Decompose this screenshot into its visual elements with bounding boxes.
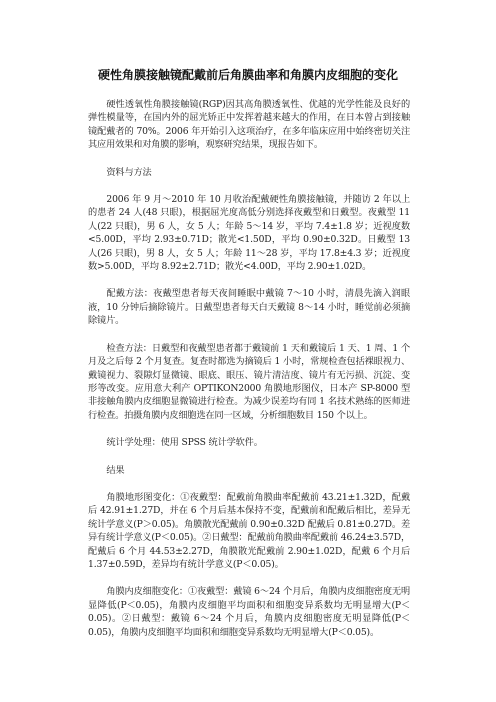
section-heading-results: 结果 xyxy=(106,464,125,476)
statistics-paragraph: 统计学处理：使用 SPSS 统计学软件。 xyxy=(106,437,263,449)
document-body xyxy=(88,98,410,653)
intro-paragraph: 硬性透氧性角膜接触镜(RGP)因其高角膜透氧性、优越的光学性能及良好的弹性模量等，在国内外的屈光矫正中发挥着越来越大的作用，在日本曾占到接触镜配戴者的 70%。2006 年开始引入这项治疗，在多年临床应用中始终密切关注其应用效果和对角膜的影响，观察研究结果，现报告如下。 xyxy=(88,99,410,151)
document-title: 硬性角膜接触镜配戴前后角膜曲率和角膜内皮细胞的变化 xyxy=(97,68,398,82)
topography-results-paragraph: 角膜地形图变化：①夜戴型：配戴前角膜曲率配戴前 43.21±1.32D，配戴后 42.91±1.27D，并在 6 个月后基本保持不变，配戴前和配戴后相比，差异无统计学意义(P＞0.05)。角膜散光配戴前 0.90±0.32D 配戴后 0.81±0.27D。差异有统计学意义(P＜0.05)。②日戴型：配戴前角膜曲率配戴前 46.24±3.57D，配戴后 6 个月 44.53±2.27D，角膜散光配戴前 2.90±1.02D，配戴 6 个月后 1.37±0.59D，差异均有统计学意义(P＜0.05)。 xyxy=(88,491,410,570)
wearing-method-paragraph: 配戴方法：夜戴型患者每天夜间睡眠中戴镜 7～10 小时，清晨先滴入润眼液，10 分钟后摘除镜片。日戴型患者每天白天戴镜 8～14 小时，睡觉前必须摘除镜片。 xyxy=(88,288,410,327)
section-heading-methods: 资料与方法 xyxy=(106,166,152,178)
examination-paragraph: 检查方法：日戴型和夜戴型患者都于戴镜前 1 天和戴镜后 1 天、1 周、1 个月及之后每 2 个月复查。复查时都选为摘镜后 1 小时，常规检查包括裸眼视力、戴镜视力、裂隙灯显微镜、眼底、眼压、镜片清洁度、镜片有无污损、沉淀、变形等改变。应用意大利产 OPTIKON2000 角膜地形图仪，日本产 SP-8000 型非接触角膜内皮细胞显微镜进行检查。为减少误差均有同 1 名技术熟练的医师进行检查。拍摄角膜内皮细胞选在同一区域，分析细胞数目 150 个以上。 xyxy=(88,342,410,421)
patients-paragraph: 2006 年 9 月～2010 年 10 月收治配戴硬性角膜接触镜，并随访 2 年以上的患者 24 人(48 只眼)，根据屈光度高低分别选择夜戴型和日戴型。夜戴型 11 人(22 只眼)，男 6 人，女 5 人；年龄 5～14 岁，平均 7.4±1.8 岁；近视度数<5.00D，平均 2.93±0.71D；散光<1.50D，平均 0.90±0.32D。日戴型 13 人(26 只眼)，男 8 人，女 5 人；年龄 11～28 岁，平均 17.8±4.3 岁；近视度数>5.00D，平均 8.92±2.71D；散光<4.00D，平均 2.90±1.02D。 xyxy=(88,194,410,273)
endothelium-results-paragraph: 角膜内皮细胞变化：①夜戴型：戴镜 6～24 个月后，角膜内皮细胞密度无明显降低(P＜0.05)，角膜内皮细胞平均面积和细胞变异系数均无明显增大(P＜0.05)。②日戴型：戴镜 6～24 个月后，角膜内皮细胞密度无明显降低(P＜0.05)，角膜内皮细胞平均面积和细胞变异系数均无明显增大(P＜0.05)。 xyxy=(88,586,410,638)
